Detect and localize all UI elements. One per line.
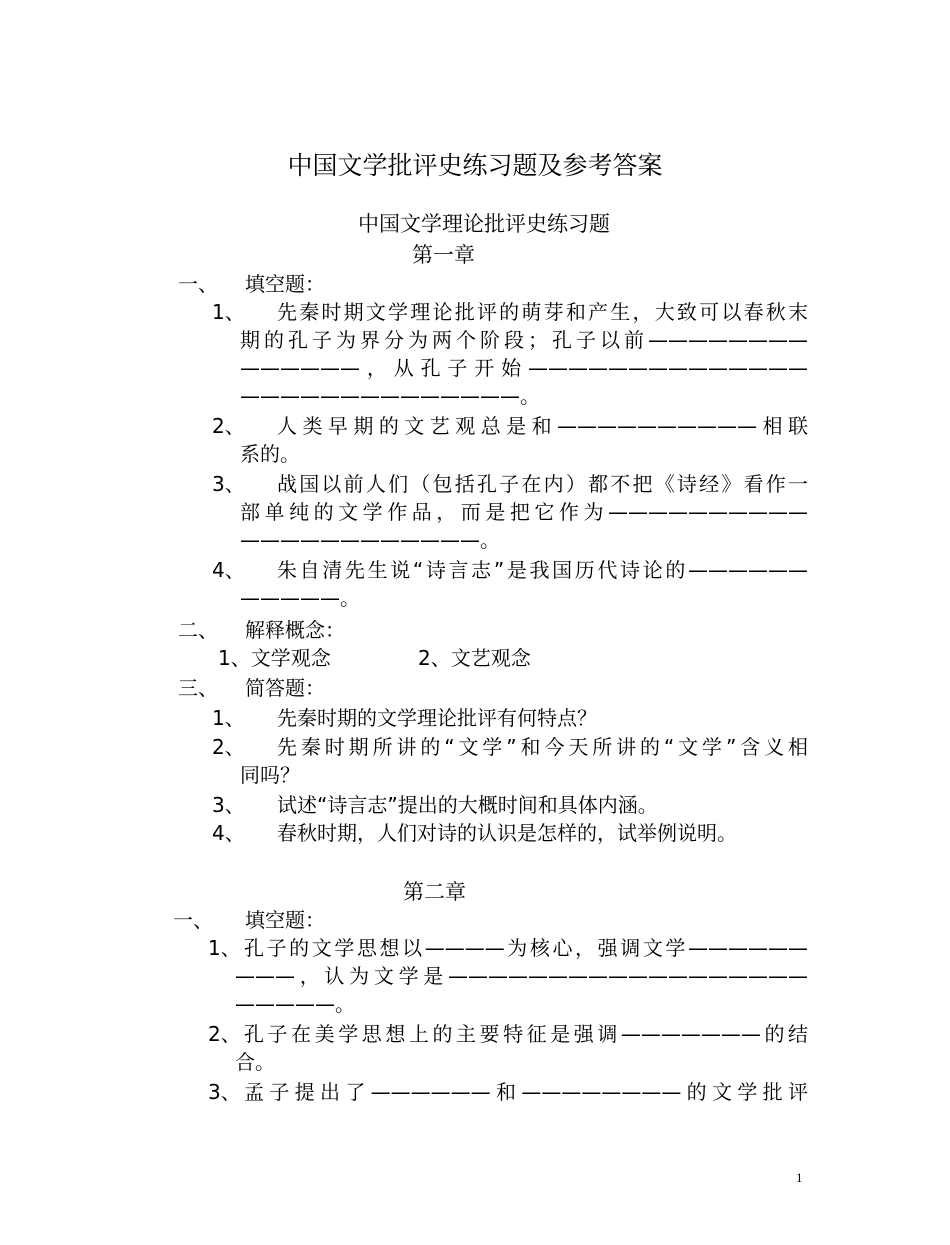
chapter-2-heading: 第二章 [403, 880, 466, 904]
ch1-section-1-title: 填空题： [245, 272, 325, 296]
ch1-section-3-label: 三、 [178, 676, 218, 700]
ch1-s1-q4-number: 4、 [212, 558, 245, 582]
ch1-s1-q1-line-1: 先秦时期文学理论批评的萌芽和产生，大致可以春秋末 [277, 300, 808, 324]
document-subtitle: 中国文学理论批评史练习题 [358, 212, 610, 236]
ch2-s1-q2-line-1: 孔子在美学思想上的主要特征是强调———————的结 [244, 1022, 808, 1046]
ch1-s1-q3-line-3: ————————————。 [240, 528, 500, 552]
ch1-s1-q1-line-3: ——————，从孔子开始—————————————— [240, 356, 808, 380]
ch2-s1-q1-number: 1、 [208, 936, 241, 960]
ch1-s3-q3-number: 3、 [212, 793, 245, 817]
ch1-s1-q4-line-2: —————。 [240, 586, 360, 610]
ch2-s1-q1-line-1: 孔子的文学思想以————为核心，强调文学—————— [244, 936, 808, 960]
ch2-s1-q2-number: 2、 [208, 1022, 241, 1046]
ch1-section-1-label: 一、 [178, 272, 218, 296]
ch1-s1-q3-line-1: 战国以前人们（包括孔子在内）都不把《诗经》看作一 [277, 472, 808, 496]
ch2-s1-q1-line-3: —————。 [235, 992, 355, 1016]
ch1-s3-q1-number: 1、 [212, 706, 245, 730]
ch1-s3-q2-line-2: 同吗？ [240, 763, 300, 787]
ch2-s1-q1-line-2: ———，认为文学是—————————————————— [235, 964, 808, 988]
ch1-s1-q1-line-4: ——————————————。 [240, 384, 540, 408]
ch1-s1-q1-number: 1、 [212, 300, 245, 324]
ch1-s2-item-1: 1、文学观念 [218, 646, 331, 670]
ch1-s3-q4-line-1: 春秋时期，人们对诗的认识是怎样的，试举例说明。 [277, 821, 737, 845]
ch1-s3-q3-line-1: 试述“诗言志”提出的大概时间和具体内涵。 [277, 793, 658, 817]
ch1-s2-item-2: 2、文艺观念 [418, 646, 531, 670]
ch1-s3-q2-line-1: 先秦时期所讲的“文学”和今天所讲的“文学”含义相 [277, 735, 808, 759]
ch1-s3-q2-number: 2、 [212, 735, 245, 759]
ch1-s1-q3-line-2: 部单纯的文学作品，而是把它作为—————————— [240, 500, 808, 524]
ch1-s1-q1-line-2: 期的孔子为界分为两个阶段；孔子以前———————— [240, 328, 808, 352]
ch2-section-1-label: 一、 [173, 908, 213, 932]
ch1-s3-q1-line-1: 先秦时期的文学理论批评有何特点？ [277, 706, 597, 730]
ch1-section-2-label: 二、 [178, 618, 218, 642]
ch1-section-2-title: 解释概念： [245, 618, 345, 642]
ch2-s1-q2-line-2: 合。 [235, 1050, 275, 1074]
page-number: 1 [796, 1170, 803, 1185]
ch2-s1-q3-number: 3、 [208, 1080, 241, 1104]
ch1-s1-q3-number: 3、 [212, 472, 245, 496]
ch1-section-3-title: 简答题： [245, 676, 325, 700]
ch1-s1-q2-line-1: 人类早期的文艺观总是和——————————相联 [277, 414, 808, 438]
chapter-1-heading: 第一章 [412, 243, 475, 267]
ch1-s1-q2-line-2: 系的。 [240, 442, 300, 466]
ch2-s1-q3-line-1: 孟子提出了——————和————————的文学批评 [244, 1080, 808, 1104]
ch1-s1-q2-number: 2、 [212, 414, 245, 438]
ch1-s3-q4-number: 4、 [212, 821, 245, 845]
ch1-s1-q4-line-1: 朱自清先生说“诗言志”是我国历代诗论的—————— [277, 558, 808, 582]
ch2-section-1-title: 填空题： [245, 908, 325, 932]
document-title: 中国文学批评史练习题及参考答案 [287, 151, 663, 180]
